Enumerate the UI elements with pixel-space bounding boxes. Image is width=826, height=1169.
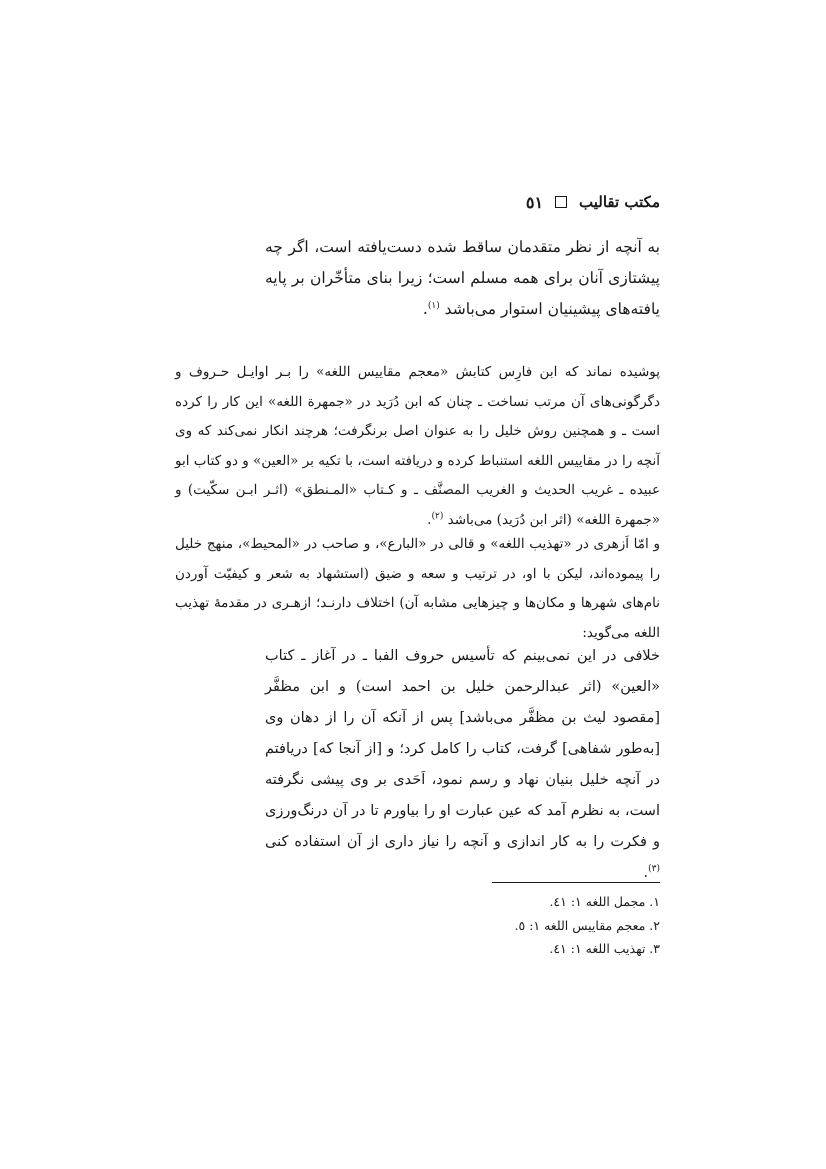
paragraph-2: [175, 530, 660, 648]
block-quote-text: خلافی در این نمی‌بینم که تأسیس حروف الفبا ـ در آغاز ـ کتاب «العین» (اثر عبدالرحمن خلیل بن احمد است) و ابن مظفَّر [مقصود لیث بن مظفَّر می‌باشد] پس از آنکه آن را از دهان وی [به‌طور شفاهی] گرفت، کتاب را کامل کرد؛ و [از آنجا که] دریافتم در آنچه خلیل بنیان نهاد و رسم نمود، اَحَدی بر وی پیشی نگرفته است، به نظرم آمد که عین عبارت او را بیاورم تا در آن درنگ‌ورزی و فکرت را به کار اندازی و آنچه را نیاز داری از آن استفاده کنی: [265, 648, 660, 850]
footnote-divider: [492, 882, 660, 883]
footnote-ref-2: (۲): [431, 511, 444, 521]
block-quote: [265, 641, 660, 889]
footnote-ref-3: (۳): [648, 864, 660, 875]
paragraph-1: [175, 358, 660, 535]
footnote-ref-1: (۱): [427, 300, 440, 311]
footnote-item: ۱. مجمل اللغه ۱: ٤۱.: [549, 894, 660, 909]
lead-paragraph: [265, 232, 660, 325]
footnotes: [360, 890, 660, 961]
block-quote-end: .: [643, 865, 649, 881]
page-number: ٥١: [525, 192, 544, 212]
running-title: مکتب تقالیب: [579, 193, 660, 211]
footnote-item: ۲. معجم مقاییس اللغه ۱: ٥.: [514, 917, 660, 933]
lead-paragraph-end: .: [422, 300, 428, 318]
footnote-item: ۳. تهذیب اللغه ۱: ٤۱.: [549, 941, 660, 956]
paragraph-2-text: و امّا اَزهری در «تهذیب اللغه» و قالی در «البارع»، و صاحب در «المحیط»، منهج خلیل را پیموده‌اند، لیکن با او، در ترتیب و سعه و ضیق (استشهاد به شعر و کیفیّت آوردن نام‌های شهرها و مکان‌ها و چیزهایی مشابه آن) اختلاف دارنـد؛ ازهـری در مقدمهٔ تهذیب اللغه می‌گوید:: [175, 536, 660, 641]
paragraph-1-text: پوشیده نماند که ابن فارِس کتابش «معجم مقاییس اللغه» را بـر اوایـل حـروف و دگرگونی‌های آن مرتب نساخت ـ چنان که ابن دُرَید در «جمهرة اللغه» این کار را کرده است ـ و همچنین روش خلیل را به عنوان اصل برنگرفت؛ هرچند انکار نمی‌کند که وی آنچه را در مقاییس اللغه استنباط کرده و دریافته است، با تکیه بر «العین» و دو کتاب ابو عبیده ـ غریب الحدیث و الغریب المصنَّف ـ و کـتاب «المـنطق» (اثـر ابـن سکّیت) و «جمهرة اللغه» (اثر ابن دُرَید) می‌باشد: [175, 364, 660, 528]
lead-paragraph-text: به آنچه از نظر متقدمان ساقط شده دست‌یافته است، اگر چه پیشتازی آنان برای همه مسلم است؛ زیرا بنای متأخّران بر پایه یافته‌های پیشینیان استوار می‌باشد: [265, 238, 660, 318]
paragraph-1-end: .: [427, 511, 432, 528]
square-separator-icon: [555, 196, 567, 208]
running-header: [175, 189, 660, 215]
